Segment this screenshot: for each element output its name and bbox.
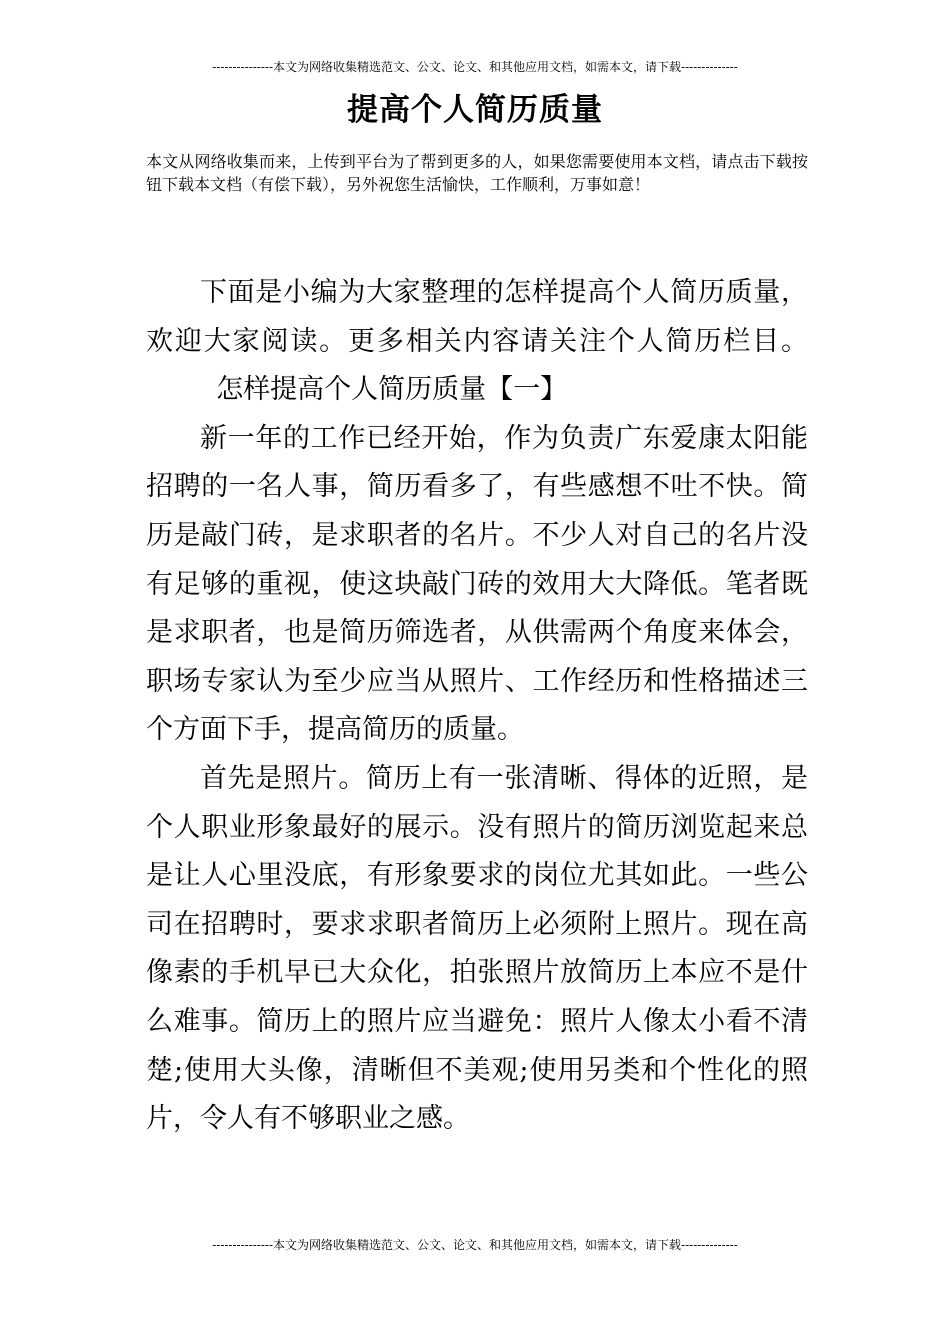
- download-intro-note: 本文从网络收集而来，上传到平台为了帮到更多的人，如果您需要使用本文档，请点击下载按钮下载本文档（有偿下载），另外祝您生活愉快，工作顺利，万事如意！: [146, 152, 808, 194]
- page-header-note: ---------------本文为网络收集精选范文、公文、论文、和其他应用文档，如需本文，请下载--------------: [212, 60, 738, 74]
- body-paragraph: 首先是照片。简历上有一张清晰、得体的近照，是个人职业形象最好的展示。没有照片的简历浏览起来总是让人心里没底，有形象要求的岗位尤其如此。一些公司在招聘时，要求求职者简历上必须附上照片。现在高像素的手机早已大众化，拍张照片放简历上本应不是什么难事。简历上的照片应当避免：照片人像太小看不清楚;使用大头像，清晰但不美观;使用另类和个性化的照片，令人有不够职业之感。: [146, 762, 808, 1135]
- document-body: [146, 269, 808, 1144]
- page-footer-note: ---------------本文为网络收集精选范文、公文、论文、和其他应用文档，如需本文，请下载--------------: [212, 1238, 738, 1252]
- body-paragraph: 新一年的工作已经开始，作为负责广东爱康太阳能招聘的一名人事，简历看多了，有些感想不吐不快。简历是敲门砖，是求职者的名片。不少人对自己的名片没有足够的重视，使这块敲门砖的效用大大降低。笔者既是求职者，也是简历筛选者，从供需两个角度来体会，职场专家认为至少应当从照片、工作经历和性格描述三个方面下手，提高简历的质量。: [146, 422, 808, 746]
- intro-paragraph: [146, 269, 808, 415]
- section-heading: 怎样提高个人简历质量【一】: [216, 374, 568, 406]
- document-title: 提高个人简历质量: [347, 92, 603, 128]
- intro-paragraph-text: 下面是小编为大家整理的怎样提高个人简历质量，欢迎大家阅读。更多相关内容请关注个人简历栏目。: [146, 277, 808, 357]
